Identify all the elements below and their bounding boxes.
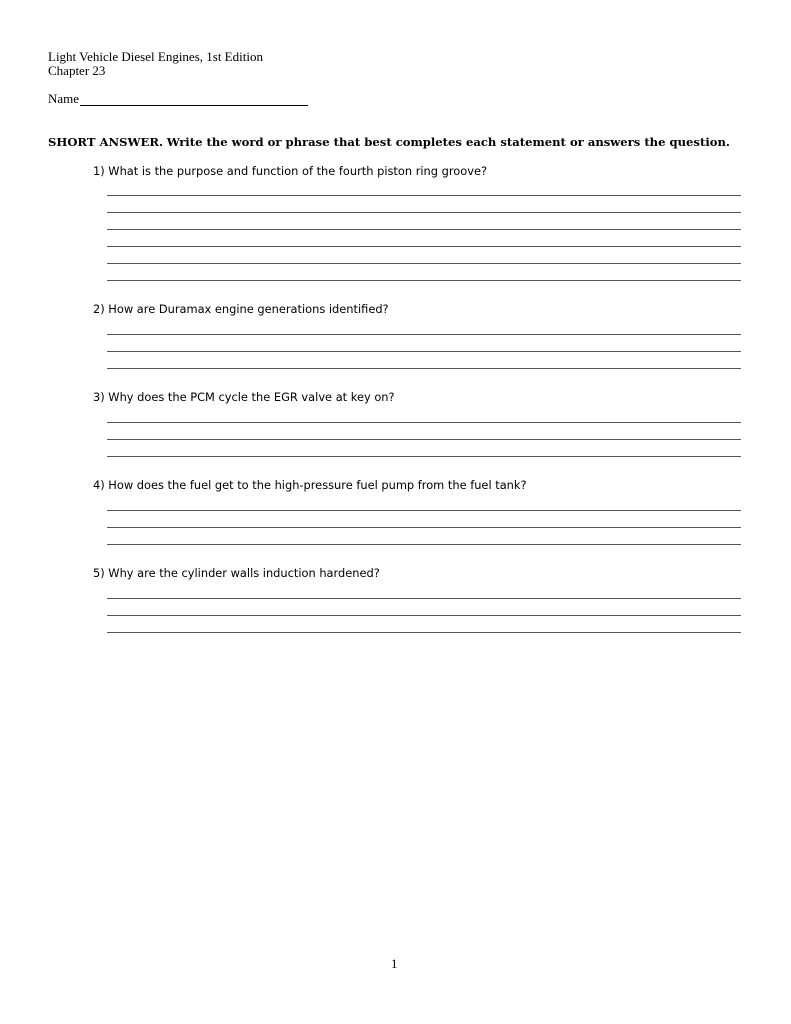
answer-line[interactable] — [107, 246, 741, 247]
answer-line[interactable] — [107, 334, 741, 335]
answer-line[interactable] — [107, 351, 741, 352]
name-blank-line[interactable] — [80, 93, 308, 106]
answer-line[interactable] — [107, 544, 741, 545]
answer-line[interactable] — [107, 229, 741, 230]
section-instructions-text: Write the word or phrase that best completes each statement or answers the question. — [166, 135, 730, 149]
answer-line[interactable] — [107, 456, 741, 457]
answer-line[interactable] — [107, 598, 741, 599]
book-title: Light Vehicle Diesel Engines, 1st Edition — [48, 49, 263, 64]
answer-line[interactable] — [107, 263, 741, 264]
answer-line[interactable] — [107, 632, 741, 633]
question-1: 1) What is the purpose and function of the fourth piston ring groove? — [93, 164, 488, 178]
answer-line[interactable] — [107, 527, 741, 528]
answer-line[interactable] — [107, 439, 741, 440]
answer-line[interactable] — [107, 368, 741, 369]
answer-line[interactable] — [107, 510, 741, 511]
page-number: 1 — [391, 956, 398, 971]
section-heading: SHORT ANSWER. — [48, 135, 164, 149]
section-instructions — [48, 135, 730, 149]
question-5: 5) Why are the cylinder walls induction hardened? — [93, 566, 380, 580]
question-2: 2) How are Duramax engine generations identified? — [93, 302, 389, 316]
question-4: 4) How does the fuel get to the high-pressure fuel pump from the fuel tank? — [93, 478, 527, 492]
answer-line[interactable] — [107, 422, 741, 423]
question-3: 3) Why does the PCM cycle the EGR valve at key on? — [93, 390, 395, 404]
name-label: Name — [48, 91, 80, 106]
answer-line[interactable] — [107, 212, 741, 213]
answer-line[interactable] — [107, 280, 741, 281]
name-field — [48, 92, 308, 106]
answer-line[interactable] — [107, 615, 741, 616]
chapter-label: Chapter 23 — [48, 63, 106, 78]
answer-line[interactable] — [107, 195, 741, 196]
